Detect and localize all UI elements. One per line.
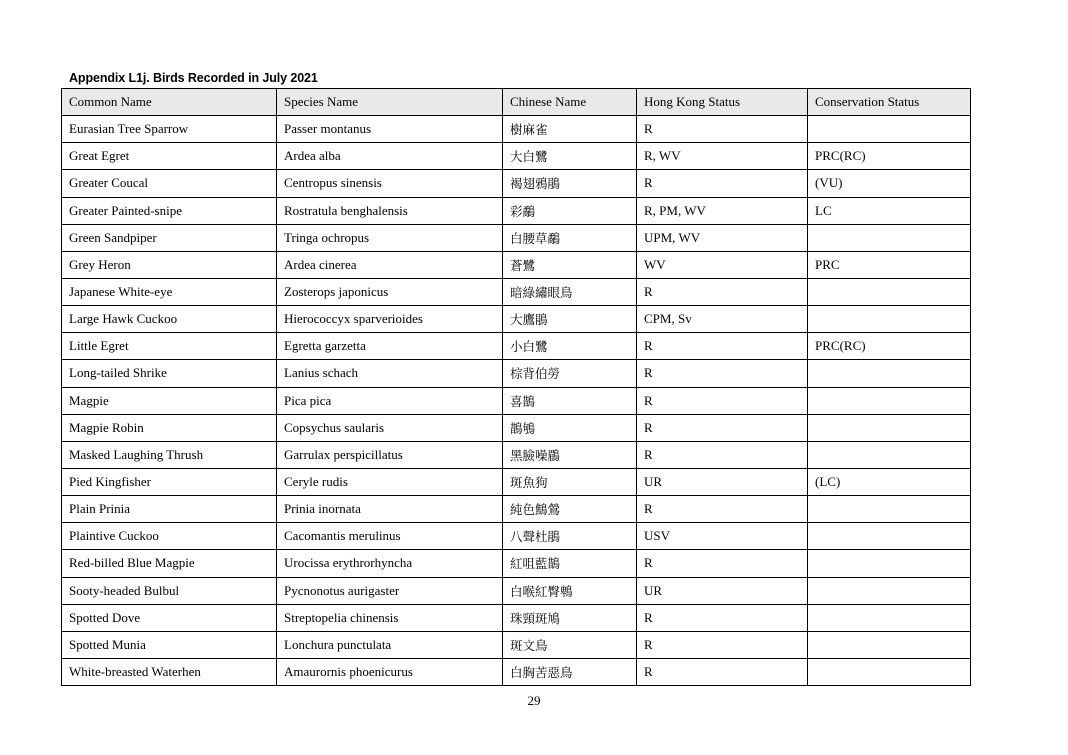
species-name-cell: Amaurornis phoenicurus [277,658,503,685]
conservation-status-cell [808,116,971,143]
chinese-name-cell: 小白鷺 [503,333,637,360]
table-row [62,306,971,333]
conservation-status-cell [808,604,971,631]
conservation-status-cell [808,360,971,387]
header-hong-kong-status: Hong Kong Status [637,89,808,116]
table-row [62,496,971,523]
chinese-name-cell: 白胸苦惡鳥 [503,658,637,685]
species-name-cell: Ardea alba [277,143,503,170]
common-name-cell: Spotted Munia [62,631,277,658]
common-name-cell: Little Egret [62,333,277,360]
hong-kong-status-cell: R [637,414,808,441]
chinese-name-cell: 紅咀藍鵲 [503,550,637,577]
common-name-cell: Pied Kingfisher [62,468,277,495]
species-name-cell: Copsychus saularis [277,414,503,441]
species-name-cell: Garrulax perspicillatus [277,441,503,468]
conservation-status-cell [808,550,971,577]
table-row [62,658,971,685]
chinese-name-cell: 褐翅鴉鵑 [503,170,637,197]
chinese-name-cell: 大鷹鵑 [503,306,637,333]
conservation-status-cell [808,224,971,251]
conservation-status-cell: PRC(RC) [808,143,971,170]
hong-kong-status-cell: R [637,278,808,305]
hong-kong-status-cell: UR [637,468,808,495]
common-name-cell: Greater Coucal [62,170,277,197]
hong-kong-status-cell: R, PM, WV [637,197,808,224]
common-name-cell: Japanese White-eye [62,278,277,305]
common-name-cell: Long-tailed Shrike [62,360,277,387]
common-name-cell: Spotted Dove [62,604,277,631]
species-name-cell: Passer montanus [277,116,503,143]
conservation-status-cell [808,387,971,414]
header-common-name: Common Name [62,89,277,116]
table-row [62,577,971,604]
chinese-name-cell: 八聲杜鵑 [503,523,637,550]
table-row [62,550,971,577]
hong-kong-status-cell: USV [637,523,808,550]
page-number: 29 [527,693,541,708]
chinese-name-cell: 斑文鳥 [503,631,637,658]
species-name-cell: Egretta garzetta [277,333,503,360]
table-header-row [62,89,971,116]
table-row [62,197,971,224]
hong-kong-status-cell: R [637,441,808,468]
page-title: Appendix L1j. Birds Recorded in July 2021 [69,71,318,85]
species-name-cell: Pica pica [277,387,503,414]
chinese-name-cell: 蒼鷺 [503,251,637,278]
table-row [62,224,971,251]
hong-kong-status-cell: R [637,631,808,658]
chinese-name-cell: 斑魚狗 [503,468,637,495]
chinese-name-cell: 喜鵲 [503,387,637,414]
chinese-name-cell: 白喉紅臀鵯 [503,577,637,604]
chinese-name-cell: 彩鷸 [503,197,637,224]
hong-kong-status-cell: R [637,604,808,631]
table-row [62,143,971,170]
table-row [62,278,971,305]
hong-kong-status-cell: WV [637,251,808,278]
hong-kong-status-cell: R, WV [637,143,808,170]
conservation-status-cell [808,414,971,441]
conservation-status-cell: LC [808,197,971,224]
chinese-name-cell: 鵲鴝 [503,414,637,441]
common-name-cell: Greater Painted-snipe [62,197,277,224]
header-species-name: Species Name [277,89,503,116]
hong-kong-status-cell: UPM, WV [637,224,808,251]
species-name-cell: Ardea cinerea [277,251,503,278]
common-name-cell: Large Hawk Cuckoo [62,306,277,333]
table-row [62,170,971,197]
hong-kong-status-cell: R [637,550,808,577]
conservation-status-cell: (VU) [808,170,971,197]
species-name-cell: Urocissa erythrorhyncha [277,550,503,577]
conservation-status-cell: PRC [808,251,971,278]
species-name-cell: Zosterops japonicus [277,278,503,305]
chinese-name-cell: 純色鷦鶯 [503,496,637,523]
hong-kong-status-cell: R [637,658,808,685]
table-row [62,360,971,387]
common-name-cell: White-breasted Waterhen [62,658,277,685]
common-name-cell: Sooty-headed Bulbul [62,577,277,604]
species-name-cell: Centropus sinensis [277,170,503,197]
conservation-status-cell [808,523,971,550]
hong-kong-status-cell: R [637,333,808,360]
hong-kong-status-cell: R [637,387,808,414]
species-name-cell: Streptopelia chinensis [277,604,503,631]
birds-table [61,88,971,686]
species-name-cell: Pycnonotus aurigaster [277,577,503,604]
common-name-cell: Magpie Robin [62,414,277,441]
table-row [62,468,971,495]
table-row [62,604,971,631]
chinese-name-cell: 珠頸斑鳩 [503,604,637,631]
common-name-cell: Masked Laughing Thrush [62,441,277,468]
table-row [62,414,971,441]
common-name-cell: Magpie [62,387,277,414]
chinese-name-cell: 樹麻雀 [503,116,637,143]
common-name-cell: Plaintive Cuckoo [62,523,277,550]
table-row [62,333,971,360]
chinese-name-cell: 暗綠繡眼鳥 [503,278,637,305]
conservation-status-cell [808,658,971,685]
chinese-name-cell: 白腰草鷸 [503,224,637,251]
header-chinese-name: Chinese Name [503,89,637,116]
species-name-cell: Tringa ochropus [277,224,503,251]
hong-kong-status-cell: R [637,496,808,523]
species-name-cell: Ceryle rudis [277,468,503,495]
table-body [62,116,971,686]
chinese-name-cell: 棕背伯勞 [503,360,637,387]
hong-kong-status-cell: CPM, Sv [637,306,808,333]
conservation-status-cell [808,496,971,523]
table-row [62,116,971,143]
hong-kong-status-cell: R [637,170,808,197]
common-name-cell: Green Sandpiper [62,224,277,251]
table-row [62,523,971,550]
species-name-cell: Lonchura punctulata [277,631,503,658]
common-name-cell: Plain Prinia [62,496,277,523]
conservation-status-cell [808,441,971,468]
species-name-cell: Cacomantis merulinus [277,523,503,550]
conservation-status-cell: PRC(RC) [808,333,971,360]
conservation-status-cell [808,278,971,305]
common-name-cell: Grey Heron [62,251,277,278]
hong-kong-status-cell: R [637,116,808,143]
species-name-cell: Hierococcyx sparverioides [277,306,503,333]
table-row [62,631,971,658]
hong-kong-status-cell: UR [637,577,808,604]
hong-kong-status-cell: R [637,360,808,387]
species-name-cell: Prinia inornata [277,496,503,523]
species-name-cell: Rostratula benghalensis [277,197,503,224]
chinese-name-cell: 大白鷺 [503,143,637,170]
species-name-cell: Lanius schach [277,360,503,387]
table-row [62,251,971,278]
table-row [62,441,971,468]
conservation-status-cell [808,577,971,604]
table-row [62,387,971,414]
common-name-cell: Red-billed Blue Magpie [62,550,277,577]
common-name-cell: Great Egret [62,143,277,170]
common-name-cell: Eurasian Tree Sparrow [62,116,277,143]
conservation-status-cell [808,631,971,658]
conservation-status-cell [808,306,971,333]
conservation-status-cell: (LC) [808,468,971,495]
header-conservation-status: Conservation Status [808,89,971,116]
chinese-name-cell: 黑臉噪鶥 [503,441,637,468]
